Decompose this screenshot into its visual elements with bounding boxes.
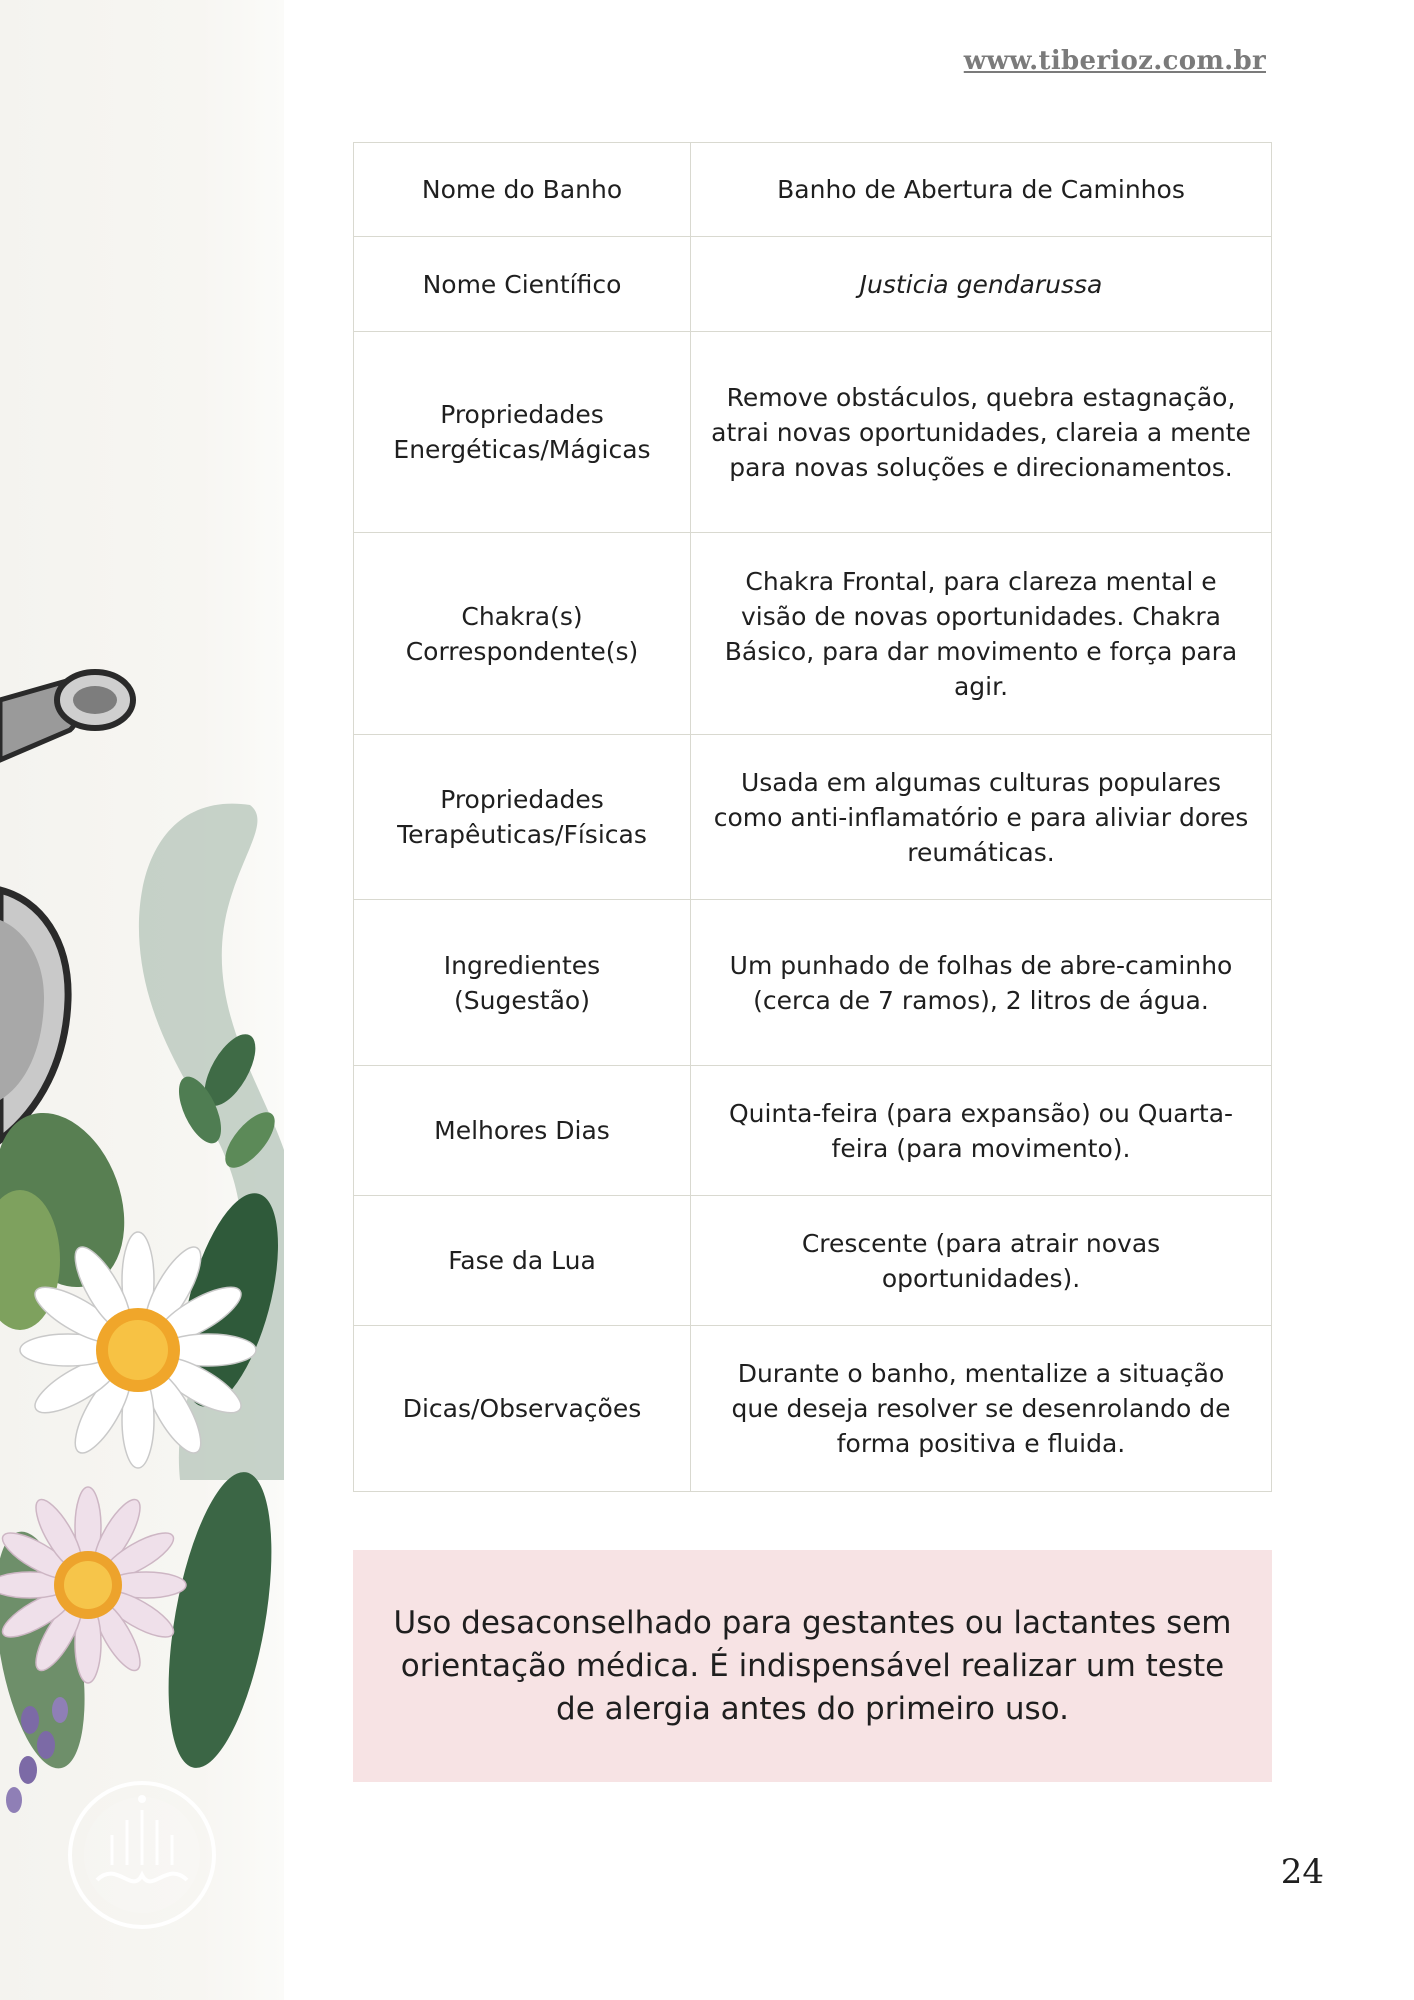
row-label: Dicas/Observações — [354, 1326, 691, 1492]
row-label: Nome do Banho — [354, 143, 691, 237]
site-url-link[interactable]: www.tiberioz.com.br — [963, 46, 1266, 76]
mortar-pestle-icon — [0, 672, 133, 1140]
warning-notice — [353, 1550, 1272, 1782]
row-value: Banho de Abertura de Caminhos — [691, 143, 1272, 237]
table-row — [354, 1196, 1272, 1326]
table-row — [354, 1066, 1272, 1196]
bath-info-table — [353, 142, 1272, 1492]
table-row — [354, 735, 1272, 900]
page-number: 24 — [1280, 1852, 1324, 1892]
table-row — [354, 900, 1272, 1066]
table-row — [354, 533, 1272, 735]
row-label: Ingredientes (Sugestão) — [354, 900, 691, 1066]
table-row — [354, 237, 1272, 332]
warning-text: Uso desaconselhado para gestantes ou lactantes sem orientação médica. É indispensável realizar um teste de alergia antes do primeiro uso. — [393, 1604, 1232, 1727]
row-label: Nome Científico — [354, 237, 691, 332]
row-value: Durante o banho, mentalize a situação que deseja resolver se desenrolando de forma positiva e fluida. — [691, 1326, 1272, 1492]
row-value: Usada em algumas culturas populares como anti-inflamatório e para aliviar dores reumáticas. — [691, 735, 1272, 900]
row-label: Fase da Lua — [354, 1196, 691, 1326]
row-label: Chakra(s) Correspondente(s) — [354, 533, 691, 735]
row-value: Chakra Frontal, para clareza mental e visão de novas oportunidades. Chakra Básico, para dar movimento e força para agir. — [691, 533, 1272, 735]
table-row — [354, 332, 1272, 533]
row-label: Propriedades Terapêuticas/Físicas — [354, 735, 691, 900]
row-value: Um punhado de folhas de abre-caminho (cerca de 7 ramos), 2 litros de água. — [691, 900, 1272, 1066]
decorative-side-panel — [0, 0, 284, 2000]
logo-seal-icon — [70, 1783, 214, 1927]
table-row — [354, 143, 1272, 237]
row-value: Remove obstáculos, quebra estagnação, atrai novas oportunidades, clareia a mente para novas soluções e direcionamentos. — [691, 332, 1272, 533]
row-value: Justicia gendarussa — [691, 237, 1272, 332]
row-value: Crescente (para atrair novas oportunidades). — [691, 1196, 1272, 1326]
table-row — [354, 1326, 1272, 1492]
row-label: Propriedades Energéticas/Mágicas — [354, 332, 691, 533]
row-value: Quinta-feira (para expansão) ou Quarta-feira (para movimento). — [691, 1066, 1272, 1196]
botanical-illustration — [0, 0, 284, 2000]
row-label: Melhores Dias — [354, 1066, 691, 1196]
